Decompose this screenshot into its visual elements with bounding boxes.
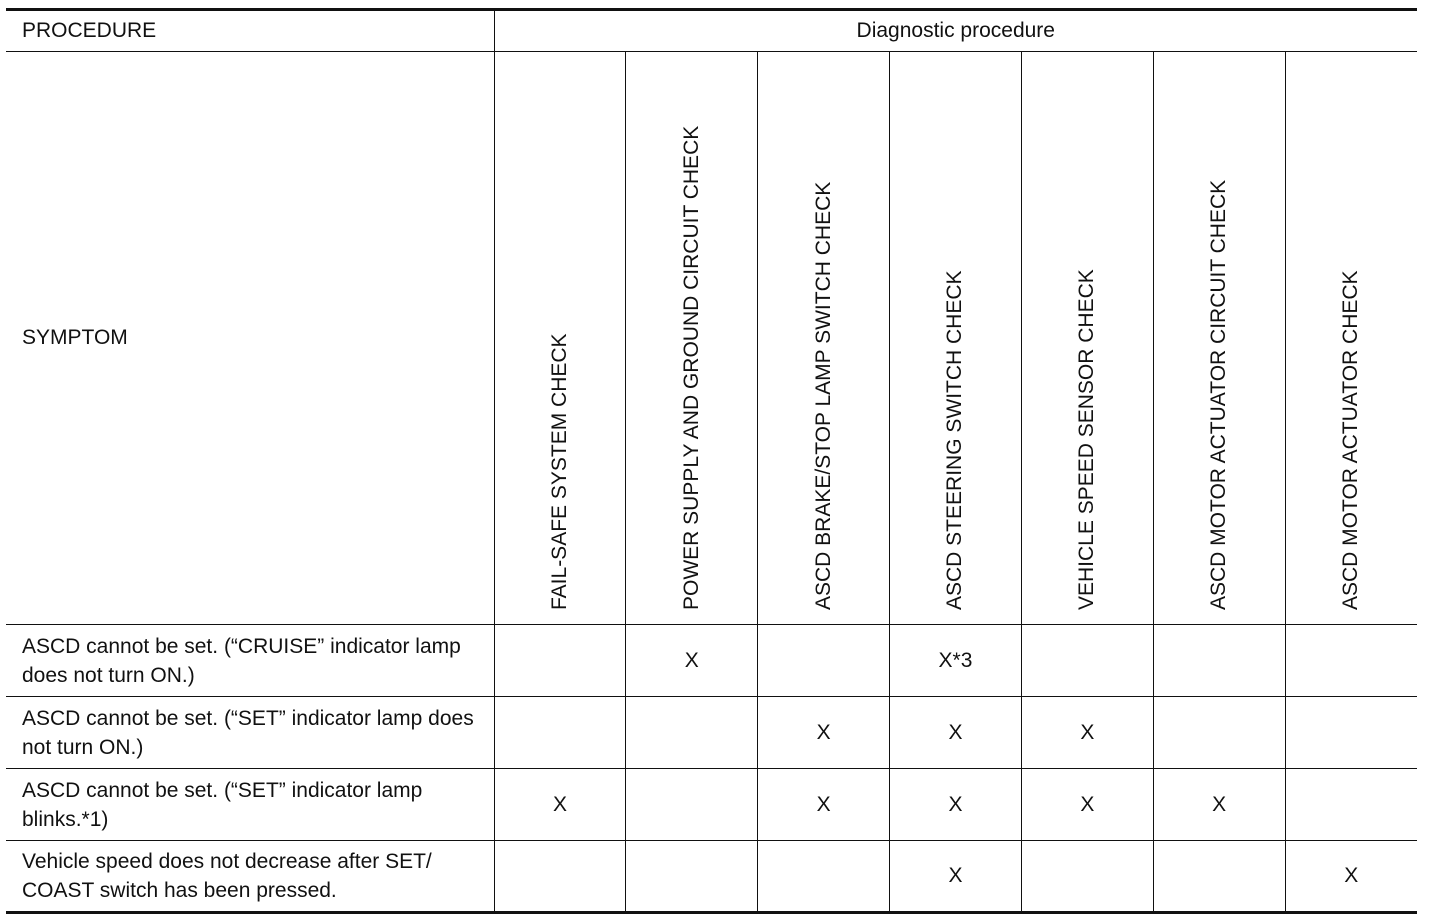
diagnostic-procedure-label: Diagnostic procedure bbox=[494, 10, 1417, 52]
symptom-cell: Vehicle speed does not decrease after SET/ COAST switch has been pressed. bbox=[6, 841, 494, 913]
table-row bbox=[6, 841, 1417, 913]
check-mark-cell bbox=[1285, 625, 1417, 697]
check-mark-cell bbox=[626, 841, 758, 913]
check-mark-cell bbox=[1285, 697, 1417, 769]
check-mark-cell bbox=[1153, 841, 1285, 913]
check-column-label: ASCD STEERING SWITCH CHECK bbox=[943, 270, 967, 610]
check-mark-cell bbox=[626, 769, 758, 841]
check-mark-cell: X bbox=[758, 769, 890, 841]
check-mark-cell bbox=[494, 697, 626, 769]
check-mark-cell bbox=[626, 697, 758, 769]
check-column-header bbox=[890, 52, 1022, 625]
symptom-label: SYMPTOM bbox=[6, 52, 494, 625]
check-mark-cell: X bbox=[626, 625, 758, 697]
check-column-label: ASCD BRAKE/STOP LAMP SWITCH CHECK bbox=[811, 181, 835, 610]
check-mark-cell: X bbox=[890, 697, 1022, 769]
check-column-header bbox=[1285, 52, 1417, 625]
check-mark-cell: X bbox=[1285, 841, 1417, 913]
table-row bbox=[6, 697, 1417, 769]
check-column-header bbox=[626, 52, 758, 625]
table-row bbox=[6, 769, 1417, 841]
check-column-label: FAIL-SAFE SYSTEM CHECK bbox=[547, 333, 571, 610]
check-column-header bbox=[494, 52, 626, 625]
check-mark-cell: X bbox=[758, 697, 890, 769]
symptom-cell: ASCD cannot be set. (“CRUISE” indicator lamp does not turn ON.) bbox=[6, 625, 494, 697]
check-mark-cell: X bbox=[1021, 697, 1153, 769]
check-mark-cell bbox=[1021, 625, 1153, 697]
symptom-cell: ASCD cannot be set. (“SET” indicator lamp does not turn ON.) bbox=[6, 697, 494, 769]
symptom-cell: ASCD cannot be set. (“SET” indicator lamp blinks.*1) bbox=[6, 769, 494, 841]
check-header-row bbox=[6, 52, 1417, 625]
check-mark-cell bbox=[494, 625, 626, 697]
check-mark-cell bbox=[758, 841, 890, 913]
check-mark-cell bbox=[1285, 769, 1417, 841]
check-column-label: VEHICLE SPEED SENSOR CHECK bbox=[1075, 269, 1099, 610]
check-column-header bbox=[758, 52, 890, 625]
check-mark-cell: X bbox=[494, 769, 626, 841]
table-header-row bbox=[6, 10, 1417, 52]
check-mark-cell bbox=[758, 625, 890, 697]
check-mark-cell: X*3 bbox=[890, 625, 1022, 697]
check-mark-cell: X bbox=[890, 769, 1022, 841]
check-column-header bbox=[1021, 52, 1153, 625]
check-mark-cell bbox=[1153, 697, 1285, 769]
check-mark-cell: X bbox=[1021, 769, 1153, 841]
check-mark-cell: X bbox=[1153, 769, 1285, 841]
procedure-label: PROCEDURE bbox=[6, 10, 494, 52]
table-row bbox=[6, 625, 1417, 697]
check-mark-cell bbox=[494, 841, 626, 913]
check-mark-cell bbox=[1021, 841, 1153, 913]
check-column-label: ASCD MOTOR ACTUATOR CIRCUIT CHECK bbox=[1207, 179, 1231, 610]
check-mark-cell bbox=[1153, 625, 1285, 697]
diagnostic-table bbox=[6, 8, 1417, 914]
check-column-label: POWER SUPPLY AND GROUND CIRCUIT CHECK bbox=[679, 125, 703, 610]
check-column-label: ASCD MOTOR ACTUATOR CHECK bbox=[1339, 270, 1363, 610]
check-column-header bbox=[1153, 52, 1285, 625]
check-mark-cell: X bbox=[890, 841, 1022, 913]
